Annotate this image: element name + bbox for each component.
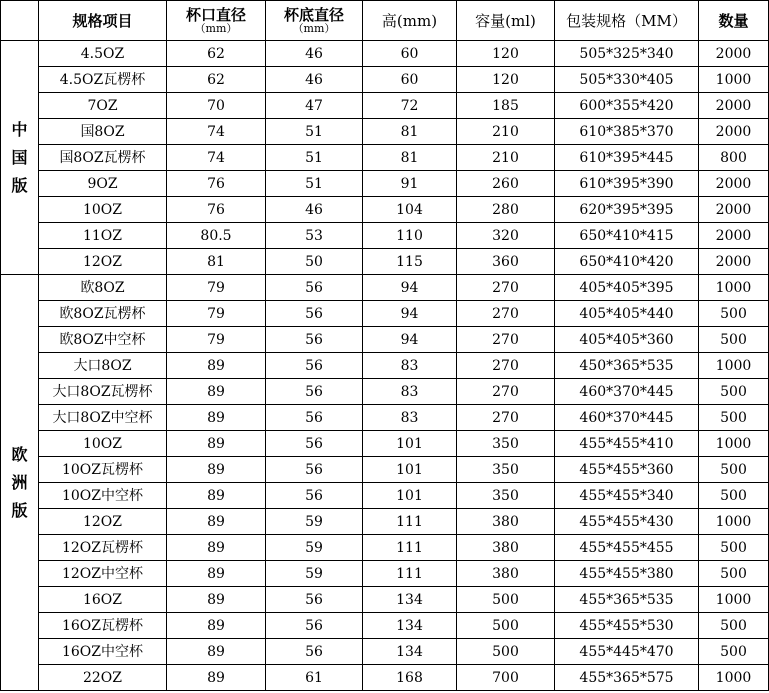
top-diameter-cell: 81: [167, 249, 266, 275]
quantity-cell: 500: [699, 457, 769, 483]
table-row: [1, 197, 769, 223]
height-cell: 94: [363, 301, 457, 327]
capacity-cell: 320: [457, 223, 555, 249]
top-diameter-cell: 74: [167, 145, 266, 171]
capacity-cell: 280: [457, 197, 555, 223]
quantity-cell: 500: [699, 379, 769, 405]
header-quantity: 数量: [699, 1, 769, 41]
capacity-cell: 500: [457, 639, 555, 665]
item-cell: 欧8OZ中空杯: [39, 327, 167, 353]
capacity-cell: 210: [457, 119, 555, 145]
table-body: [1, 41, 769, 691]
package-cell: 455*455*380: [555, 561, 699, 587]
package-cell: 460*370*445: [555, 379, 699, 405]
top-diameter-cell: 89: [167, 431, 266, 457]
package-cell: 405*405*360: [555, 327, 699, 353]
capacity-cell: 350: [457, 483, 555, 509]
item-cell: 16OZ瓦楞杯: [39, 613, 167, 639]
top-diameter-cell: 76: [167, 171, 266, 197]
header-region: [1, 1, 39, 41]
item-cell: 22OZ: [39, 665, 167, 691]
bottom-diameter-cell: 59: [266, 561, 363, 587]
quantity-cell: 500: [699, 535, 769, 561]
region-char: 版: [11, 500, 28, 520]
package-cell: 505*330*405: [555, 67, 699, 93]
item-cell: 4.5OZ: [39, 41, 167, 67]
package-cell: 600*355*420: [555, 93, 699, 119]
bottom-diameter-cell: 56: [266, 405, 363, 431]
table-row: [1, 561, 769, 587]
table-row: [1, 483, 769, 509]
quantity-cell: 500: [699, 561, 769, 587]
capacity-cell: 270: [457, 275, 555, 301]
item-cell: 7OZ: [39, 93, 167, 119]
bottom-diameter-cell: 59: [266, 509, 363, 535]
quantity-cell: 800: [699, 145, 769, 171]
capacity-cell: 270: [457, 353, 555, 379]
bottom-diameter-cell: 47: [266, 93, 363, 119]
bottom-diameter-cell: 61: [266, 665, 363, 691]
package-cell: 405*405*440: [555, 301, 699, 327]
height-cell: 81: [363, 145, 457, 171]
height-cell: 60: [363, 41, 457, 67]
quantity-cell: 2000: [699, 119, 769, 145]
table-row: [1, 535, 769, 561]
height-cell: 83: [363, 379, 457, 405]
height-cell: 101: [363, 457, 457, 483]
height-cell: 83: [363, 353, 457, 379]
header-item: 规格项目: [39, 1, 167, 41]
height-cell: 94: [363, 327, 457, 353]
region-char: 国: [11, 147, 28, 167]
table-row: [1, 405, 769, 431]
package-cell: 455*455*530: [555, 613, 699, 639]
item-cell: 大口8OZ: [39, 353, 167, 379]
height-cell: 134: [363, 639, 457, 665]
item-cell: 12OZ: [39, 509, 167, 535]
top-diameter-cell: 89: [167, 483, 266, 509]
bottom-diameter-cell: 56: [266, 613, 363, 639]
top-diameter-cell: 89: [167, 457, 266, 483]
top-diameter-cell: 89: [167, 379, 266, 405]
quantity-cell: 1000: [699, 275, 769, 301]
bottom-diameter-cell: 46: [266, 41, 363, 67]
top-diameter-cell: 89: [167, 353, 266, 379]
top-diameter-cell: 89: [167, 561, 266, 587]
bottom-diameter-cell: 56: [266, 327, 363, 353]
capacity-cell: 120: [457, 41, 555, 67]
region-char: 版: [11, 175, 28, 195]
table-row: [1, 613, 769, 639]
item-cell: 12OZ: [39, 249, 167, 275]
package-cell: 610*385*370: [555, 119, 699, 145]
quantity-cell: 2000: [699, 197, 769, 223]
package-cell: 455*455*430: [555, 509, 699, 535]
top-diameter-cell: 79: [167, 301, 266, 327]
quantity-cell: 1000: [699, 665, 769, 691]
top-diameter-cell: 89: [167, 639, 266, 665]
item-cell: 大口8OZ瓦楞杯: [39, 379, 167, 405]
item-cell: 16OZ: [39, 587, 167, 613]
table-row: [1, 665, 769, 691]
top-diameter-cell: 79: [167, 327, 266, 353]
item-cell: 欧8OZ瓦楞杯: [39, 301, 167, 327]
item-cell: 10OZ: [39, 431, 167, 457]
top-diameter-cell: 76: [167, 197, 266, 223]
item-cell: 9OZ: [39, 171, 167, 197]
table-row: [1, 93, 769, 119]
header-height: 高(mm): [363, 1, 457, 41]
capacity-cell: 500: [457, 587, 555, 613]
top-diameter-cell: 89: [167, 613, 266, 639]
package-cell: 505*325*340: [555, 41, 699, 67]
height-cell: 81: [363, 119, 457, 145]
quantity-cell: 2000: [699, 171, 769, 197]
header-bottom-diameter-unit: （mm）: [292, 21, 336, 35]
bottom-diameter-cell: 56: [266, 587, 363, 613]
bottom-diameter-cell: 56: [266, 275, 363, 301]
height-cell: 101: [363, 483, 457, 509]
europe-region-label: [1, 275, 39, 691]
region-char: 中: [11, 119, 28, 139]
top-diameter-cell: 62: [167, 41, 266, 67]
bottom-diameter-cell: 53: [266, 223, 363, 249]
height-cell: 101: [363, 431, 457, 457]
capacity-cell: 120: [457, 67, 555, 93]
package-cell: 455*365*575: [555, 665, 699, 691]
header-top-diameter: [167, 1, 266, 41]
capacity-cell: 270: [457, 379, 555, 405]
height-cell: 134: [363, 587, 457, 613]
package-cell: 610*395*390: [555, 171, 699, 197]
bottom-diameter-cell: 51: [266, 119, 363, 145]
item-cell: 10OZ中空杯: [39, 483, 167, 509]
bottom-diameter-cell: 50: [266, 249, 363, 275]
package-cell: 455*455*360: [555, 457, 699, 483]
quantity-cell: 500: [699, 301, 769, 327]
table-row: [1, 509, 769, 535]
item-cell: 国8OZ: [39, 119, 167, 145]
table-row: [1, 431, 769, 457]
quantity-cell: 500: [699, 613, 769, 639]
height-cell: 94: [363, 275, 457, 301]
quantity-cell: 1000: [699, 67, 769, 93]
bottom-diameter-cell: 46: [266, 67, 363, 93]
height-cell: 83: [363, 405, 457, 431]
bottom-diameter-cell: 56: [266, 431, 363, 457]
table-row: [1, 301, 769, 327]
quantity-cell: 2000: [699, 41, 769, 67]
table-row: [1, 457, 769, 483]
quantity-cell: 2000: [699, 249, 769, 275]
package-cell: 455*455*455: [555, 535, 699, 561]
top-diameter-cell: 74: [167, 119, 266, 145]
capacity-cell: 270: [457, 405, 555, 431]
region-char: 欧: [11, 444, 28, 464]
height-cell: 104: [363, 197, 457, 223]
package-cell: 610*395*445: [555, 145, 699, 171]
bottom-diameter-cell: 56: [266, 379, 363, 405]
table-row: [1, 145, 769, 171]
quantity-cell: 1000: [699, 587, 769, 613]
height-cell: 134: [363, 613, 457, 639]
header-package: 包装规格（MM）: [555, 1, 699, 41]
height-cell: 115: [363, 249, 457, 275]
bottom-diameter-cell: 46: [266, 197, 363, 223]
bottom-diameter-cell: 56: [266, 301, 363, 327]
header-top-diameter-label: 杯口直径: [185, 5, 246, 24]
package-cell: 455*445*470: [555, 639, 699, 665]
capacity-cell: 260: [457, 171, 555, 197]
table-row: [1, 67, 769, 93]
capacity-cell: 185: [457, 93, 555, 119]
bottom-diameter-cell: 51: [266, 145, 363, 171]
height-cell: 168: [363, 665, 457, 691]
package-cell: 455*455*410: [555, 431, 699, 457]
header-bottom-diameter-label: 杯底直径: [283, 5, 344, 24]
table-row: [1, 41, 769, 67]
header-capacity: 容量(ml): [457, 1, 555, 41]
item-cell: 12OZ中空杯: [39, 561, 167, 587]
table-row: [1, 249, 769, 275]
capacity-cell: 350: [457, 457, 555, 483]
package-cell: 650*410*420: [555, 249, 699, 275]
capacity-cell: 350: [457, 431, 555, 457]
package-cell: 455*455*340: [555, 483, 699, 509]
bottom-diameter-cell: 51: [266, 171, 363, 197]
top-diameter-cell: 89: [167, 535, 266, 561]
top-diameter-cell: 80.5: [167, 223, 266, 249]
capacity-cell: 380: [457, 509, 555, 535]
capacity-cell: 500: [457, 613, 555, 639]
top-diameter-cell: 89: [167, 587, 266, 613]
item-cell: 12OZ瓦楞杯: [39, 535, 167, 561]
bottom-diameter-cell: 56: [266, 483, 363, 509]
quantity-cell: 500: [699, 327, 769, 353]
header-row: [1, 1, 769, 41]
table-row: [1, 327, 769, 353]
height-cell: 60: [363, 67, 457, 93]
quantity-cell: 1000: [699, 353, 769, 379]
item-cell: 国8OZ瓦楞杯: [39, 145, 167, 171]
capacity-cell: 380: [457, 561, 555, 587]
bottom-diameter-cell: 59: [266, 535, 363, 561]
item-cell: 16OZ中空杯: [39, 639, 167, 665]
item-cell: 10OZ瓦楞杯: [39, 457, 167, 483]
table-row: [1, 379, 769, 405]
bottom-diameter-cell: 56: [266, 353, 363, 379]
top-diameter-cell: 89: [167, 509, 266, 535]
capacity-cell: 380: [457, 535, 555, 561]
item-cell: 11OZ: [39, 223, 167, 249]
package-cell: 405*405*395: [555, 275, 699, 301]
table-row: [1, 275, 769, 301]
table-row: [1, 639, 769, 665]
item-cell: 4.5OZ瓦楞杯: [39, 67, 167, 93]
table-row: [1, 587, 769, 613]
height-cell: 111: [363, 561, 457, 587]
height-cell: 72: [363, 93, 457, 119]
top-diameter-cell: 79: [167, 275, 266, 301]
quantity-cell: 1000: [699, 509, 769, 535]
table-row: [1, 223, 769, 249]
height-cell: 110: [363, 223, 457, 249]
capacity-cell: 360: [457, 249, 555, 275]
top-diameter-cell: 89: [167, 665, 266, 691]
quantity-cell: 500: [699, 639, 769, 665]
bottom-diameter-cell: 56: [266, 457, 363, 483]
capacity-cell: 700: [457, 665, 555, 691]
table-row: [1, 171, 769, 197]
top-diameter-cell: 62: [167, 67, 266, 93]
package-cell: 650*410*415: [555, 223, 699, 249]
bottom-diameter-cell: 56: [266, 639, 363, 665]
capacity-cell: 270: [457, 301, 555, 327]
capacity-cell: 210: [457, 145, 555, 171]
height-cell: 111: [363, 535, 457, 561]
capacity-cell: 270: [457, 327, 555, 353]
item-cell: 10OZ: [39, 197, 167, 223]
height-cell: 91: [363, 171, 457, 197]
quantity-cell: 2000: [699, 223, 769, 249]
china-region-label: [1, 41, 39, 275]
item-cell: 欧8OZ: [39, 275, 167, 301]
top-diameter-cell: 70: [167, 93, 266, 119]
item-cell: 大口8OZ中空杯: [39, 405, 167, 431]
table-row: [1, 119, 769, 145]
region-char: 洲: [11, 472, 28, 492]
height-cell: 111: [363, 509, 457, 535]
package-cell: 460*370*445: [555, 405, 699, 431]
top-diameter-cell: 89: [167, 405, 266, 431]
quantity-cell: 500: [699, 405, 769, 431]
package-cell: 620*395*395: [555, 197, 699, 223]
package-cell: 455*365*535: [555, 587, 699, 613]
quantity-cell: 1000: [699, 431, 769, 457]
header-top-diameter-unit: （mm）: [194, 21, 238, 35]
table-row: [1, 353, 769, 379]
quantity-cell: 2000: [699, 93, 769, 119]
package-cell: 450*365*535: [555, 353, 699, 379]
quantity-cell: 500: [699, 483, 769, 509]
header-bottom-diameter: [266, 1, 363, 41]
